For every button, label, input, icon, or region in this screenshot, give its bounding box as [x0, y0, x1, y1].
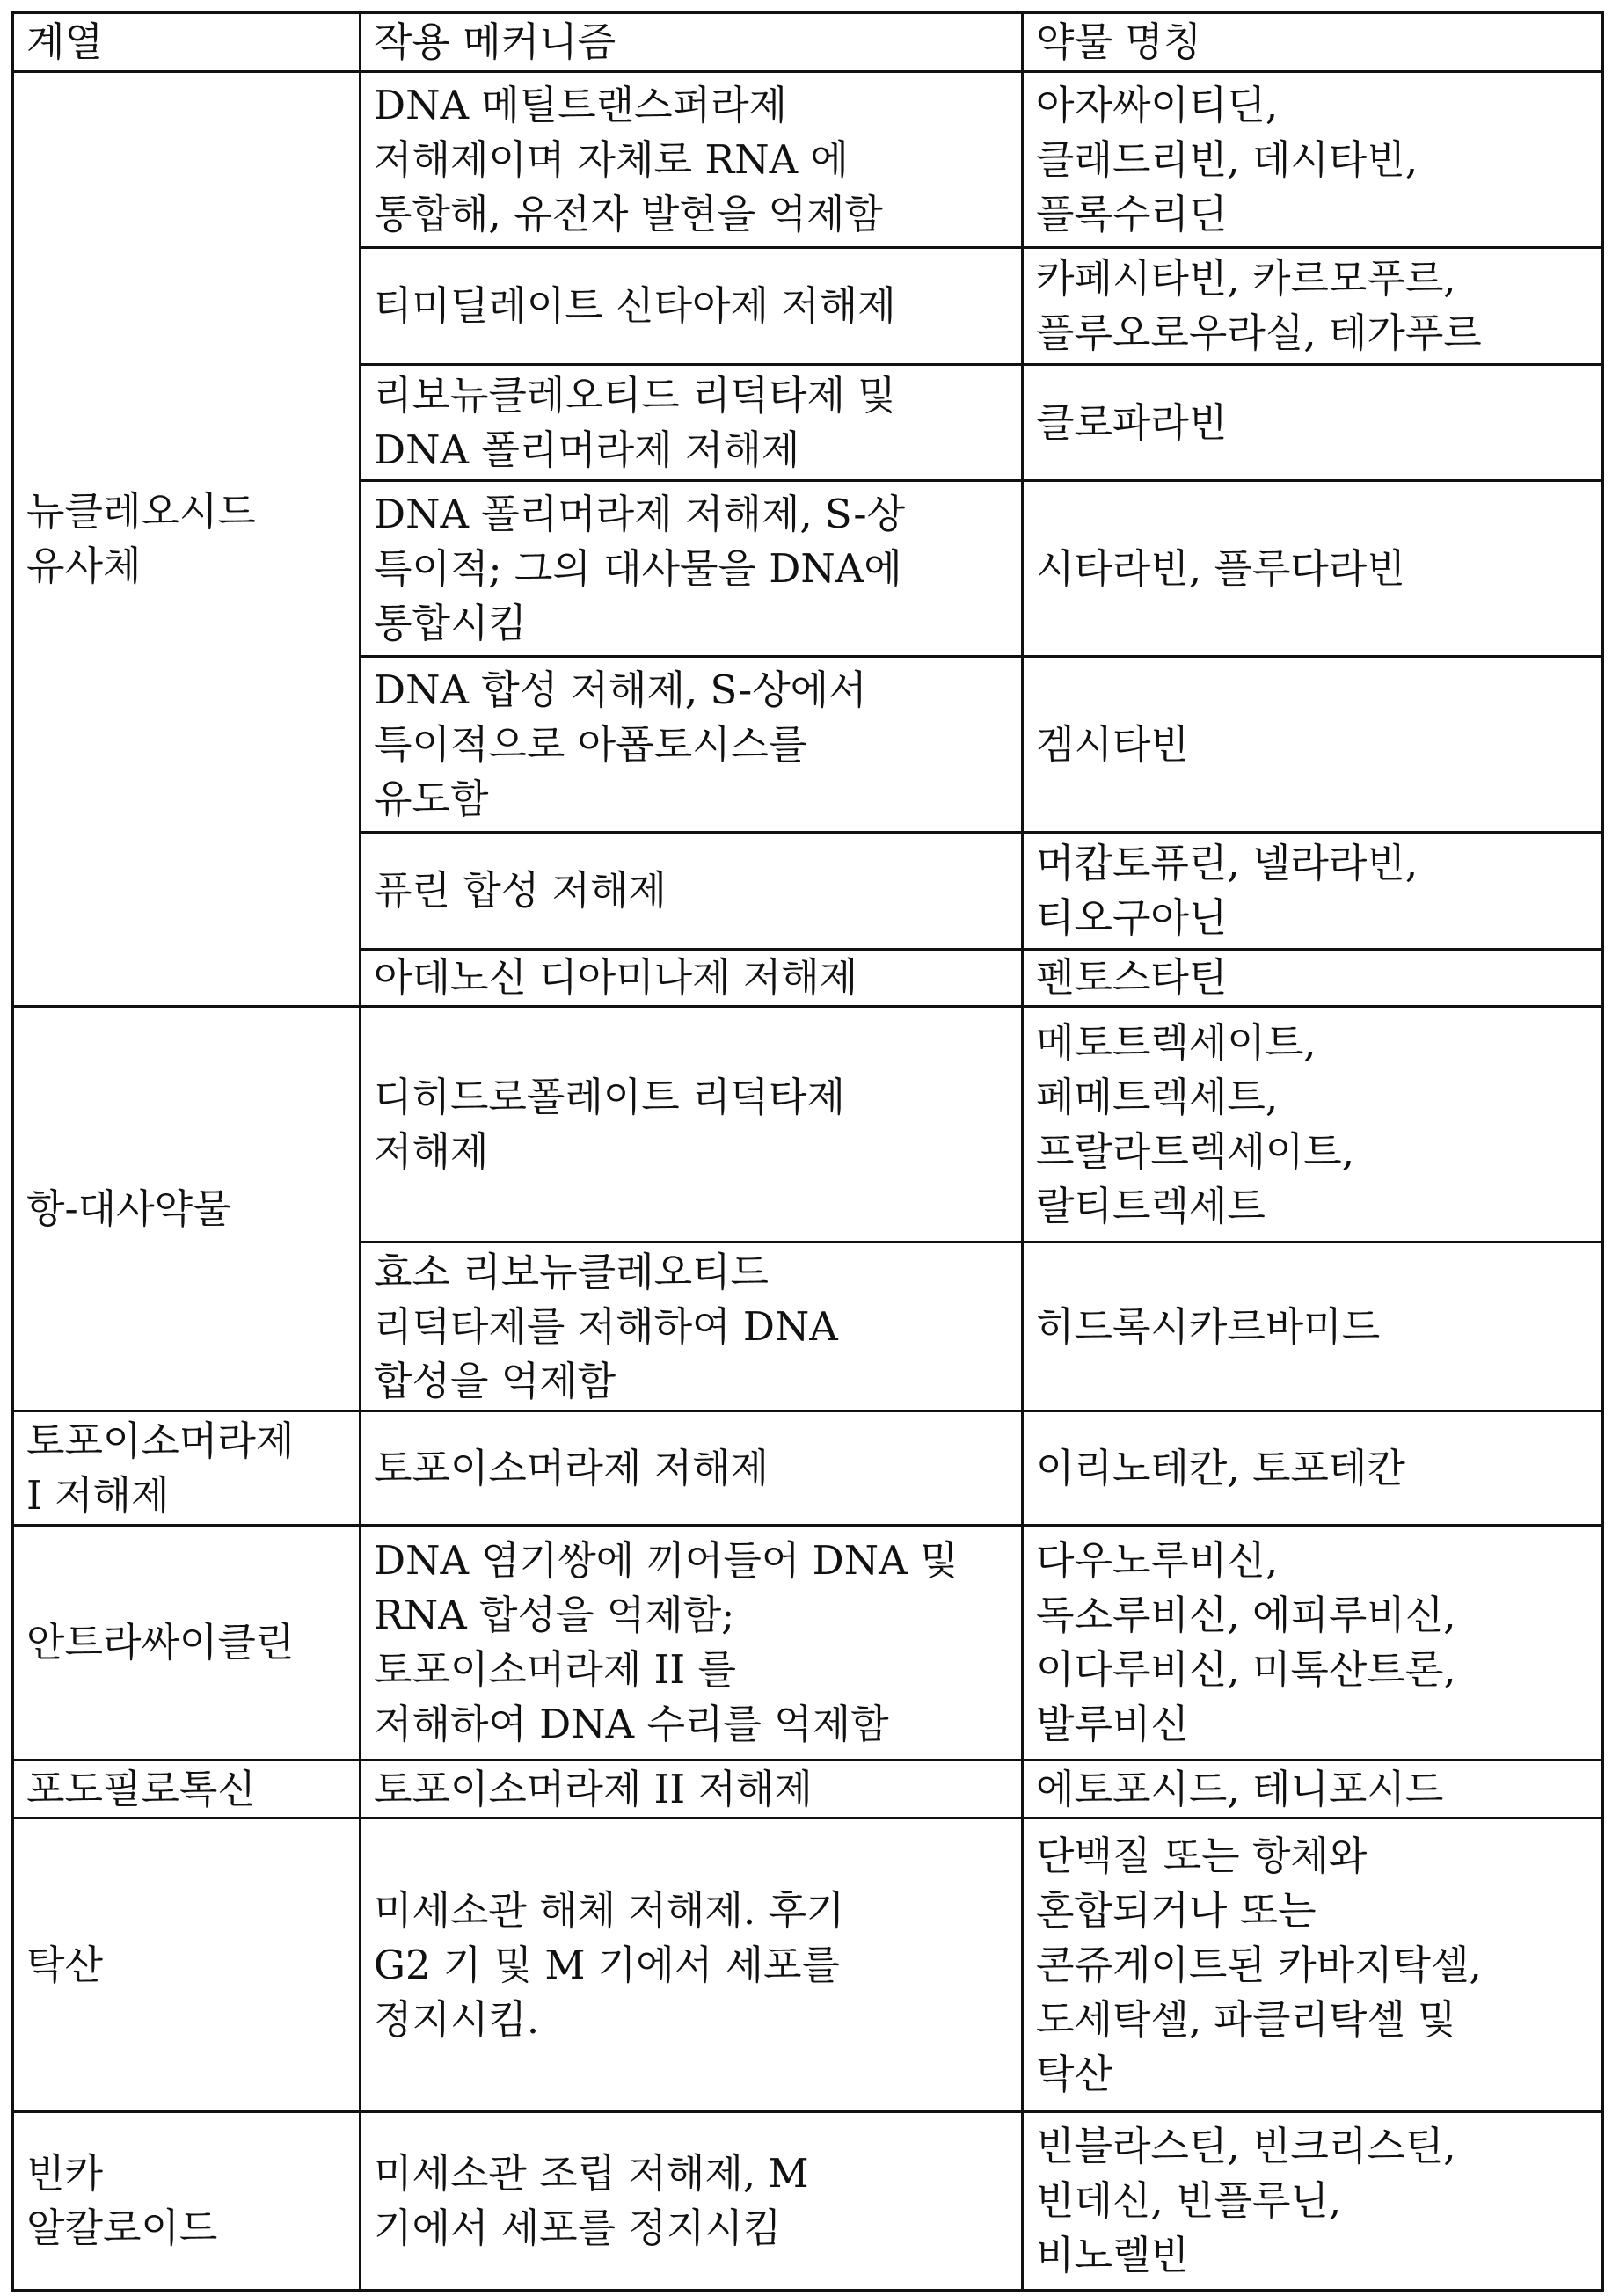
mechanism-cell: 디히드로폴레이트 리덕타제 저해제	[361, 1007, 1023, 1243]
category-cell: 토포이소머라제 I 저해제	[13, 1411, 361, 1526]
mechanism-cell: 효소 리보뉴클레오티드 리덕타제를 저해하여 DNA 합성을 억제함	[361, 1243, 1023, 1411]
drugs-cell: 단백질 또는 항체와 혼합되거나 또는 콘쥬게이트된 카바지탁셀, 도세탁셀, 파클리탁셀 및 탁산	[1023, 1819, 1603, 2112]
table-row	[13, 1760, 1603, 1819]
header-category: 계열	[13, 13, 361, 72]
table-row	[13, 2112, 1603, 2291]
drugs-cell: 아자싸이티딘, 클래드리빈, 데시타빈, 플록수리딘	[1023, 72, 1603, 248]
table-row	[13, 1819, 1603, 2112]
category-cell: 빈카 알칼로이드	[13, 2112, 361, 2291]
drugs-cell: 시타라빈, 플루다라빈	[1023, 481, 1603, 657]
mechanism-cell: 미세소관 조립 저해제, M 기에서 세포를 정지시킴	[361, 2112, 1023, 2291]
mechanism-cell: 퓨린 합성 저해제	[361, 833, 1023, 950]
header-drugs: 약물 명칭	[1023, 13, 1603, 72]
category-cell: 포도필로톡신	[13, 1760, 361, 1819]
category-cell: 안트라싸이클린	[13, 1526, 361, 1760]
table-row	[13, 1007, 1603, 1243]
drugs-cell: 다우노루비신, 독소루비신, 에피루비신, 이다루비신, 미톡산트론, 발루비신	[1023, 1526, 1603, 1760]
mechanism-cell: DNA 합성 저해제, S-상에서 특이적으로 아폽토시스를 유도함	[361, 657, 1023, 833]
mechanism-cell: 티미딜레이트 신타아제 저해제	[361, 248, 1023, 365]
category-cell: 항-대사약물	[13, 1007, 361, 1411]
drugs-cell: 겜시타빈	[1023, 657, 1603, 833]
drugs-cell: 히드록시카르바미드	[1023, 1243, 1603, 1411]
table-row	[13, 72, 1603, 248]
drugs-cell: 빈블라스틴, 빈크리스틴, 빈데신, 빈플루닌, 비노렐빈	[1023, 2112, 1603, 2291]
drugs-cell: 카페시타빈, 카르모푸르, 플루오로우라실, 테가푸르	[1023, 248, 1603, 365]
drugs-cell: 에토포시드, 테니포시드	[1023, 1760, 1603, 1819]
drugs-cell: 이리노테칸, 토포테칸	[1023, 1411, 1603, 1526]
table-row	[13, 1411, 1603, 1526]
table-row	[13, 1526, 1603, 1760]
drugs-cell: 머캅토퓨린, 넬라라빈, 티오구아닌	[1023, 833, 1603, 950]
mechanism-cell: DNA 염기쌍에 끼어들어 DNA 및 RNA 합성을 억제함; 토포이소머라제 II 를 저해하여 DNA 수리를 억제함	[361, 1526, 1023, 1760]
mechanism-cell: 토포이소머라제 II 저해제	[361, 1760, 1023, 1819]
mechanism-cell: 토포이소머라제 저해제	[361, 1411, 1023, 1526]
drug-classification-table	[11, 11, 1604, 2292]
mechanism-cell: 아데노신 디아미나제 저해제	[361, 950, 1023, 1007]
mechanism-cell: 미세소관 해체 저해제. 후기 G2 기 및 M 기에서 세포를 정지시킴.	[361, 1819, 1023, 2112]
mechanism-cell: 리보뉴클레오티드 리덕타제 및 DNA 폴리머라제 저해제	[361, 365, 1023, 481]
header-row	[13, 13, 1603, 72]
header-mechanism: 작용 메커니즘	[361, 13, 1023, 72]
mechanism-cell: DNA 폴리머라제 저해제, S-상 특이적; 그의 대사물을 DNA에 통합시킴	[361, 481, 1023, 657]
drugs-cell: 클로파라빈	[1023, 365, 1603, 481]
category-cell: 뉴클레오시드 유사체	[13, 72, 361, 1007]
mechanism-cell: DNA 메틸트랜스퍼라제 저해제이며 자체로 RNA 에 통합해, 유전자 발현을 억제함	[361, 72, 1023, 248]
category-cell: 탁산	[13, 1819, 361, 2112]
drugs-cell: 메토트렉세이트, 페메트렉세트, 프랄라트렉세이트, 랄티트렉세트	[1023, 1007, 1603, 1243]
drugs-cell: 펜토스타틴	[1023, 950, 1603, 1007]
